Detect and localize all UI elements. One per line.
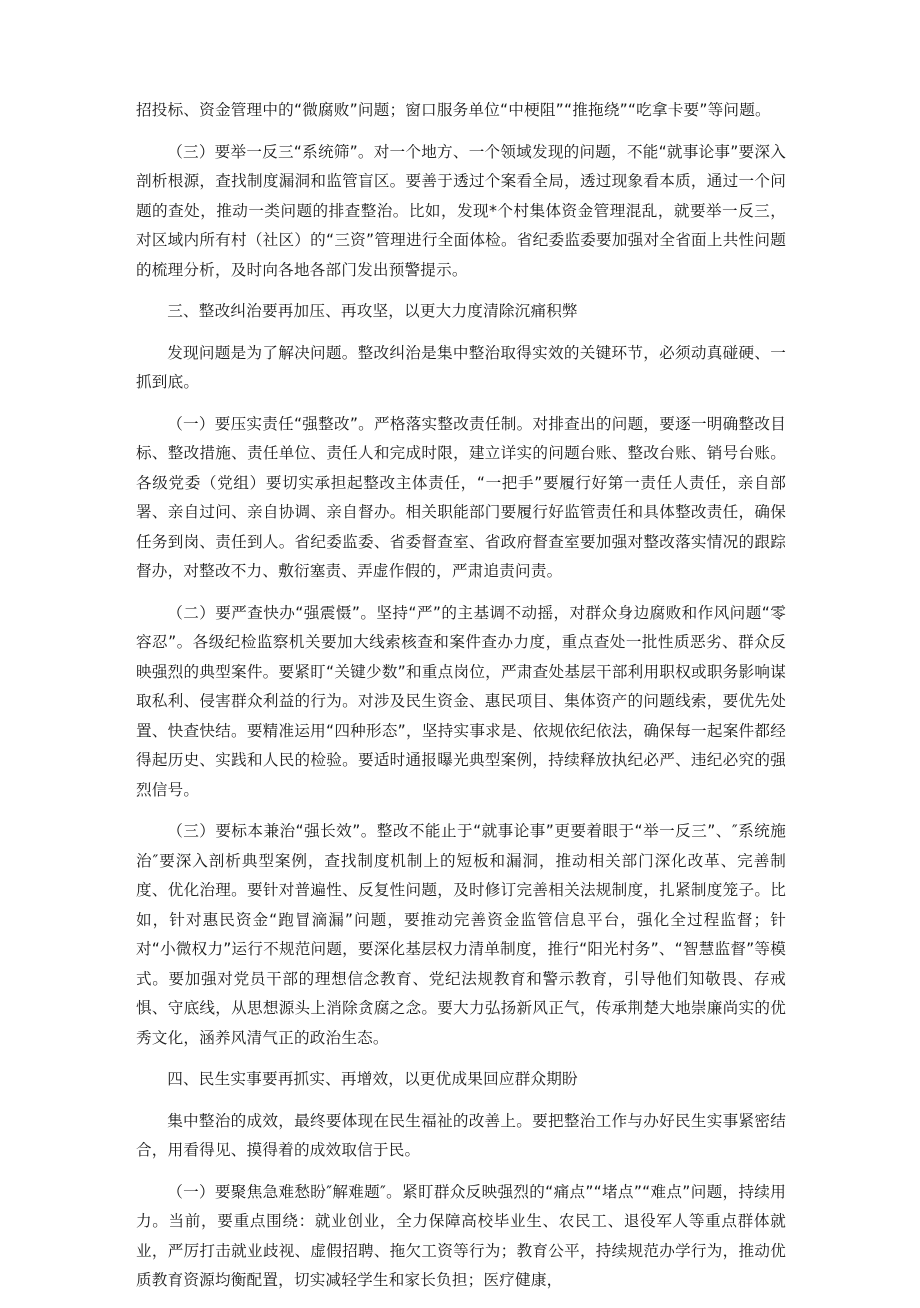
section-heading-four: 四、民生实事要再抓实、再增效，以更优成果回应群众期盼 xyxy=(167,1070,578,1088)
paragraph-solve-problems: （一）要聚焦急难愁盼″解难题″。紧盯群众反映强烈的“痛点”“堵点”“难点”问题，持续用力。当前，要重点围绕：就业创业，全力保障高校毕业生、农民工、退役军人等重点群体就业，严厉打击就业歧视、虚假招聘、拖欠工资等行为；教育公平，持续规范办学行为，推动优质教育资源均衡配置，切实减轻学生和家长负担；医疗健康， xyxy=(136,1182,786,1289)
paragraph-system-screening: （三）要举一反三“系统筛”。对一个地方、一个领域发现的问题，不能“就事论事”要深入剖析根源，查找制度漏洞和监管盲区。要善于透过个案看全局，透过现象看本质，通过一个问题的查处，推动一类问题的排查整治。比如，发现*个村集体资金管理混乱，就要举一反三，对区域内所有村（社区）的“三资”管理进行全面体检。省纪委监委要加强对全省面上共性问题的梳理分析，及时向各地各部门发出预警提示。 xyxy=(136,142,786,279)
paragraph-long-term-effect: （三）要标本兼治“强长效”。整改不能止于“就事论事”更要着眼于“举一反三”、″系统施治″要深入剖析典型案例，查找制度机制上的短板和漏洞，推动相关部门深化改革、完善制度、优化治理。要针对普遍性、反复性问题，及时修订完善相关法规制度，扎紧制度笼子。比如，针对惠民资金“跑冒滴漏”问题，要推动完善资金监管信息平台，强化全过程监督；针对“小微权力”运行不规范问题，要深化基层权力清单制度，推行“阳光村务”、“智慧监督”等模式。要加强对党员干部的理想信念教育、党纪法规教育和警示教育，引导他们知敬畏、存戒惧、守底线，从思想源头上消除贪腐之念。要大力弘扬新风正气，传承荆楚大地崇廉尚实的优秀文化，涵养风清气正的政治生态。 xyxy=(136,822,786,1047)
document-page xyxy=(136,96,786,1308)
paragraph-strong-deterrence: （二）要严查快办“强震慑”。坚持“严”的主基调不动摇，对群众身边腐败和作风问题“零容忍”。各级纪检监察机关要加大线索核查和案件查办力度，重点查处一批性质恶劣、群众反映强烈的典型案件。要紧盯“关键少数”和重点岗位，严肃查处基层干部利用职权或职务影响谋取私利、侵害群众利益的行为。对涉及民生资金、惠民项目、集体资产的问题线索，要优先处置、快查快结。要精准运用“四种形态”，坚持实事求是、依规依纪依法，确保每一起案件都经得起历史、实践和人民的检验。要适时通报曝光典型案例，持续释放执纪必严、违纪必究的强烈信号。 xyxy=(136,603,786,799)
paragraph-continuation: 招投标、资金管理中的“微腐败”问题；窗口服务单位“中梗阻”“推拖绕”“吃拿卡要”等问题。 xyxy=(136,101,771,119)
paragraph-livelihood-intro: 集中整治的成效，最终要体现在民生福祉的改善上。要把整治工作与办好民生实事紧密结合，用看得见、摸得着的成效取信于民。 xyxy=(136,1111,786,1159)
section-heading-three: 三、整改纠治要再加压、再攻坚，以更大力度清除沉痛积弊 xyxy=(167,302,578,320)
paragraph-rectification-intro: 发现问题是为了解决问题。整改纠治是集中整治取得实效的关键环节，必须动真碰硬、一抓到底。 xyxy=(136,343,786,391)
paragraph-strong-rectification: （一）要压实责任“强整改”。严格落实整改责任制。对排查出的问题，要逐一明确整改目标、整改措施、责任单位、责任人和完成时限，建立详实的问题台账、整改台账、销号台账。各级党委（党组）要切实承担起整改主体责任，“一把手”要履行好第一责任人责任，亲自部署、亲自过问、亲自协调、亲自督办。相关职能部门要履行好监管责任和具体整改责任，确保任务到岗、责任到人。省纪委监委、省委督查室、省政府督查室要加强对整改落实情况的跟踪督办，对整改不力、敷衍塞责、弄虚作假的，严肃追责问责。 xyxy=(136,414,786,580)
